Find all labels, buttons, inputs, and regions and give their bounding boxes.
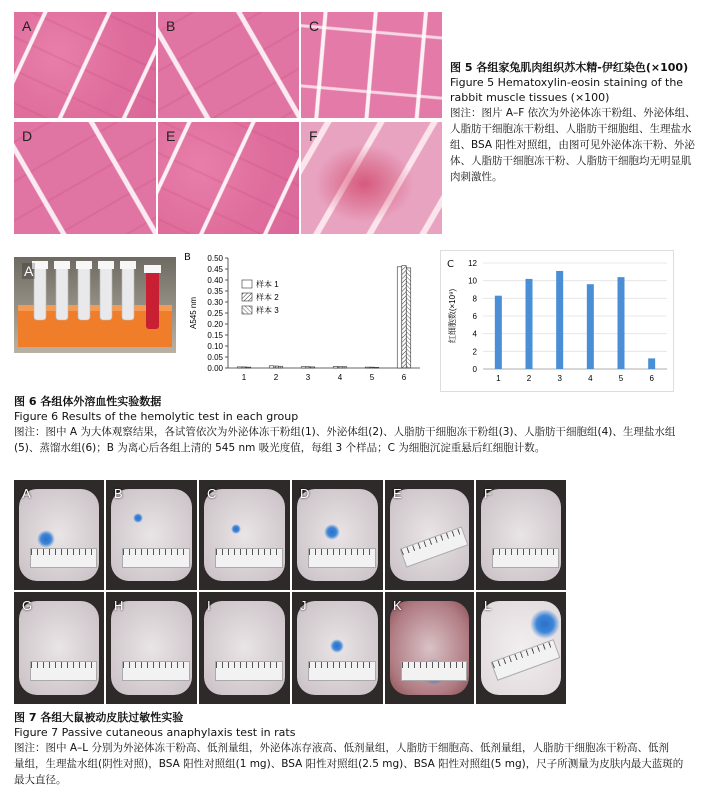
bar-1-4 — [333, 366, 338, 368]
figure7-title: 图 7 各组大鼠被动皮肤过敏性实验 — [14, 711, 184, 724]
skin-panel-a — [14, 480, 104, 590]
bar-3-2 — [278, 366, 283, 368]
y-tick-label: 6 — [472, 312, 477, 321]
he-panel-c — [301, 12, 442, 118]
blue-spot — [37, 530, 55, 548]
bar-2 — [526, 279, 533, 369]
figure5-caption — [450, 60, 700, 185]
rbc-chart — [440, 250, 674, 392]
legend-label: 样本 3 — [256, 306, 279, 315]
skin-panel-b — [106, 480, 197, 590]
y-tick-label: 10 — [468, 276, 477, 286]
ruler — [492, 548, 559, 568]
he-panel-d — [14, 122, 156, 234]
tube-rack-illustration — [14, 257, 176, 353]
ruler — [30, 548, 97, 568]
figure6-en: Figure 6 Results of the hemolytic test in each group — [14, 410, 299, 423]
y-tick-label: 0.35 — [207, 287, 223, 296]
chart-b-svg — [180, 250, 428, 388]
panel-label: B — [166, 18, 176, 34]
tube-photo — [14, 257, 176, 353]
he-panel-b — [158, 12, 299, 118]
blue-spot — [530, 609, 560, 639]
x-tick-label: 6 — [401, 373, 407, 382]
legend-swatch — [242, 293, 252, 301]
panel-label: H — [114, 598, 124, 613]
bar-1-2 — [269, 366, 274, 368]
x-tick-label: 5 — [618, 374, 624, 383]
y-tick-label: 12 — [468, 259, 477, 268]
figure6-title: 图 6 各组体外溶血性实验数据 — [14, 395, 162, 408]
y-tick-label: 0.00 — [207, 364, 223, 373]
legend-label: 样本 2 — [256, 293, 279, 302]
skin-panel-f — [476, 480, 566, 590]
ruler — [30, 661, 97, 681]
ruler — [401, 661, 467, 681]
bar-3-3 — [310, 367, 315, 368]
bar-3 — [556, 271, 563, 369]
figure7-note-line3: 最大直径。 — [14, 774, 67, 786]
legend-swatch — [242, 280, 252, 288]
he-panel-f — [301, 122, 442, 234]
bar-3-1 — [246, 367, 251, 368]
blue-spot — [324, 524, 340, 540]
hemolysis-chart — [180, 250, 428, 388]
x-tick-label: 5 — [369, 373, 375, 382]
x-tick-label: 4 — [337, 373, 343, 382]
y-tick-label: 0.30 — [207, 298, 223, 307]
panel-label: E — [166, 128, 176, 144]
bar-2-5 — [370, 367, 375, 368]
bar-6 — [648, 358, 655, 369]
panel-label: A — [24, 263, 34, 279]
figure7-note-line2: 量组，生理盐水组(阴性对照)，BSA 阳性对照组(1 mg)、BSA 阳性对照组(2.5 mg)、BSA 阳性对照组(5 mg)，尺子所测量为皮肤内最大蓝斑的 — [14, 758, 684, 770]
y-tick-label: 8 — [472, 294, 477, 304]
ruler — [215, 548, 283, 568]
y-tick-label: 0.45 — [207, 265, 223, 274]
bar-2-1 — [242, 367, 247, 368]
panel-c-label: C — [447, 259, 454, 270]
figure5-en-line1: Figure 5 Hematoxylin-eosin staining of the — [450, 76, 684, 89]
panel-label: A — [22, 486, 31, 501]
figure6-note-line1: 图注：图中 A 为大体观察结果，各试管依次为外泌体冻干粉组(1)、外泌体组(2)、人脂肪干细胞冻干粉组(3)、人脂肪干细胞组(4)、生理盐水组 — [14, 426, 676, 438]
bar-2-2 — [274, 366, 279, 368]
x-tick-label: 1 — [496, 374, 501, 383]
bar-5 — [618, 277, 625, 369]
panel-label: G — [22, 598, 33, 613]
chart-c-svg — [441, 251, 673, 391]
panel-label: I — [207, 598, 211, 613]
bar-1-6 — [397, 267, 402, 368]
panel-label: L — [484, 598, 492, 613]
panel-label: C — [309, 18, 320, 34]
y-tick-label: 0.20 — [207, 320, 223, 329]
bar-2-6 — [402, 266, 407, 368]
panel-label: J — [300, 598, 307, 613]
panel-label: D — [22, 128, 33, 144]
bar-2-3 — [306, 367, 311, 368]
x-tick-label: 1 — [241, 373, 247, 382]
panel-label: F — [484, 486, 492, 501]
bar-1-3 — [301, 367, 306, 368]
figure5-title: 图 5 各组家兔肌肉组织苏木精-伊红染色(×100) — [450, 61, 689, 74]
he-panel-a — [14, 12, 156, 118]
bar-1 — [495, 296, 502, 369]
x-tick-label: 4 — [588, 374, 593, 383]
figure6-caption — [14, 394, 700, 456]
y-tick-label: 4 — [472, 329, 477, 339]
panel-label: E — [393, 486, 402, 501]
y-tick-label: 0 — [472, 365, 477, 374]
legend-label: 样本 1 — [256, 280, 279, 289]
panel-b-label: B — [184, 252, 191, 263]
panel-label: A — [22, 18, 32, 34]
ruler — [215, 661, 283, 681]
figure6-note-line2: (5)、蒸馏水组(6)；B 为离心后各组上清的 545 nm 吸光度值，每组 3 个样品；C 为细胞沉淀重悬后红细胞计数。 — [14, 442, 546, 454]
y-axis-label: 红细胞数(×10⁹) — [448, 288, 457, 344]
x-tick-label: 6 — [649, 374, 654, 383]
x-tick-label: 3 — [557, 374, 562, 383]
y-axis-label: A545 nm — [189, 296, 198, 330]
ruler — [122, 548, 190, 568]
skin-panel-g — [14, 592, 104, 704]
y-tick-label: 0.25 — [207, 309, 223, 318]
bar-1-1 — [237, 367, 242, 368]
skin-panel-h — [106, 592, 197, 704]
figure7-en: Figure 7 Passive cutaneous anaphylaxis test in rats — [14, 726, 296, 739]
skin-panel-j — [292, 592, 383, 704]
x-tick-label: 2 — [526, 374, 532, 383]
skin-panel-l — [476, 592, 566, 704]
ruler — [122, 661, 190, 681]
bar-2-4 — [338, 367, 343, 368]
ruler — [308, 548, 376, 568]
blue-spot — [231, 524, 241, 534]
panel-label: K — [393, 598, 402, 613]
x-tick-label: 2 — [273, 373, 279, 382]
x-tick-label: 3 — [305, 373, 311, 382]
skin-panel-c — [199, 480, 290, 590]
panel-label: C — [207, 486, 217, 501]
figure5-en-line2: rabbit muscle tissues (×100) — [450, 91, 610, 104]
figure7-note-line1: 图注：图中 A–L 分别为外泌体冻干粉高、低剂量组，外泌体冻存液高、低剂量组，人脂肪干细胞高、低剂量组，人脂肪干细胞冻干粉高、低剂 — [14, 742, 669, 754]
skin-panel-e — [385, 480, 474, 590]
skin-panel-k — [385, 592, 474, 704]
y-tick-label: 0.10 — [207, 342, 223, 351]
panel-label: D — [300, 486, 310, 501]
skin-panel-d — [292, 480, 383, 590]
ruler — [308, 661, 376, 681]
y-tick-label: 0.40 — [207, 276, 223, 285]
bar-3-5 — [374, 367, 379, 368]
panel-label: F — [309, 128, 318, 144]
y-tick-label: 0.15 — [207, 331, 223, 340]
bar-3-4 — [342, 367, 347, 368]
bar-3-6 — [406, 268, 411, 368]
he-panel-e — [158, 122, 299, 234]
y-tick-label: 2 — [472, 347, 477, 357]
bar-1-5 — [365, 367, 370, 368]
legend-swatch — [242, 306, 252, 314]
figure5-note: 图注：图片 A–F 依次为外泌体冻干粉组、外泌体组、人脂肪干细胞冻干粉组、人脂肪干细胞组、生理盐水组、BSA 阳性对照组，由图可见外泌体冻干粉、外泌体、人脂肪干细胞冻干粉、人脂肪干细胞均无明显肌肉刺激性。 — [450, 107, 696, 183]
y-tick-label: 0.05 — [207, 353, 223, 362]
skin-panel-i — [199, 592, 290, 704]
figure7-caption — [14, 710, 700, 788]
y-tick-label: 0.50 — [207, 254, 223, 263]
panel-label: B — [114, 486, 123, 501]
bar-4 — [587, 284, 594, 369]
